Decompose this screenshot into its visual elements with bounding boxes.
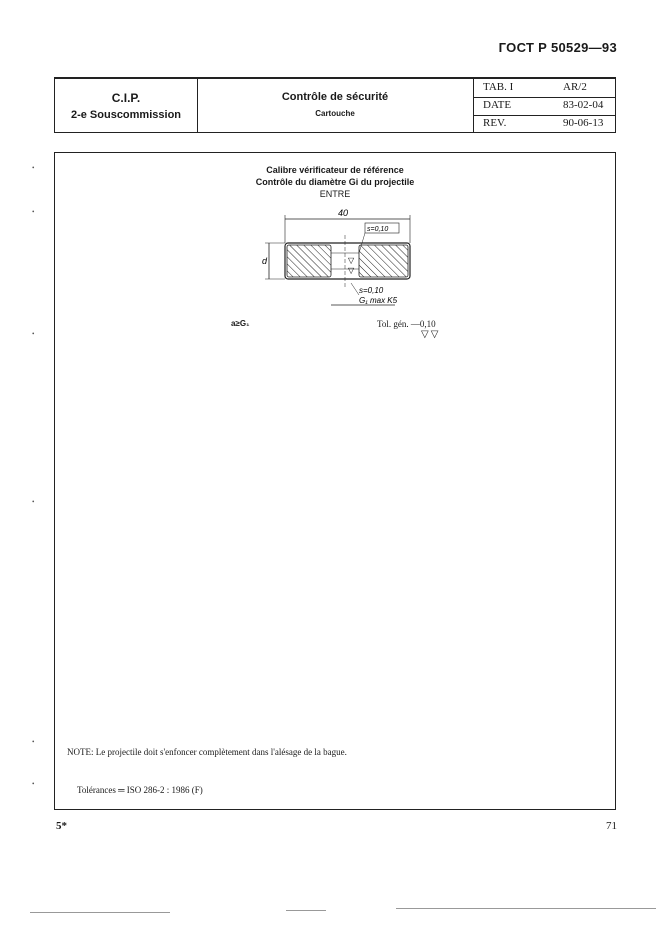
meta-row-rev bbox=[473, 115, 615, 133]
subcommission: 2-e Souscommission bbox=[70, 109, 182, 121]
scan-mark: • bbox=[32, 330, 35, 338]
meta-value: 83-02-04 bbox=[563, 99, 604, 111]
header-subtitle: Cartouche bbox=[315, 109, 355, 118]
header-title: Contrôle de sécurité bbox=[281, 91, 389, 103]
leader bbox=[351, 283, 359, 295]
org-cell bbox=[55, 79, 198, 132]
scan-line bbox=[396, 908, 656, 909]
meta-key: DATE bbox=[483, 99, 512, 111]
dim-d-label: d bbox=[262, 256, 268, 266]
meta-row-date bbox=[473, 97, 615, 116]
tol-s-top: s=0,10 bbox=[367, 226, 389, 233]
title-cell bbox=[197, 79, 474, 132]
drawing-title-3: ENTRE bbox=[319, 189, 351, 199]
meta-row-tab bbox=[473, 79, 615, 98]
dim-length-label: 40 bbox=[338, 208, 349, 218]
right-section bbox=[359, 245, 408, 277]
meta-key: TAB. I bbox=[483, 81, 514, 93]
ring-gauge-drawing bbox=[235, 205, 435, 315]
footer-left: 5* bbox=[56, 820, 67, 832]
general-tolerance: Tol. gén. —0,10 bbox=[377, 319, 436, 329]
page-number: 71 bbox=[606, 820, 617, 832]
scan-mark: • bbox=[32, 780, 35, 788]
meta-cell bbox=[473, 79, 615, 132]
meta-value: AR/2 bbox=[563, 81, 587, 93]
scan-line bbox=[30, 912, 170, 913]
scan-mark: • bbox=[32, 208, 35, 216]
tolerance-symbols: ▽▽ bbox=[421, 329, 441, 340]
g1-label: G₁ max K5 bbox=[359, 296, 398, 305]
surface-symbol: ▽ bbox=[348, 266, 355, 275]
tolerances-ref: Tolérances ═ ISO 286-2 : 1986 (F) bbox=[77, 785, 203, 795]
scan-mark: • bbox=[32, 498, 35, 506]
tol-s-bottom: s=0,10 bbox=[359, 286, 384, 295]
drawing-panel bbox=[54, 152, 616, 810]
note: NOTE: Le projectile doit s'enfoncer complètement dans l'alésage de la bague. bbox=[67, 747, 347, 757]
scan-mark: • bbox=[32, 738, 35, 746]
header-table bbox=[54, 77, 616, 133]
drawing-title-1: Calibre vérificateur de référence bbox=[266, 165, 404, 175]
meta-value: 90-06-13 bbox=[563, 117, 604, 129]
scan-mark: • bbox=[32, 164, 35, 172]
scan-line bbox=[286, 910, 326, 911]
meta-key: REV. bbox=[483, 117, 507, 129]
drawing-title-2: Contrôle du diamètre Gi du projectile bbox=[255, 177, 415, 187]
standard-reference: ГОСТ Р 50529—93 bbox=[498, 40, 617, 55]
left-section bbox=[287, 245, 331, 277]
org-name: C.I.P. bbox=[111, 91, 141, 105]
surface-symbol: ▽ bbox=[348, 256, 355, 265]
condition-label: a≥G₁ bbox=[231, 319, 250, 328]
